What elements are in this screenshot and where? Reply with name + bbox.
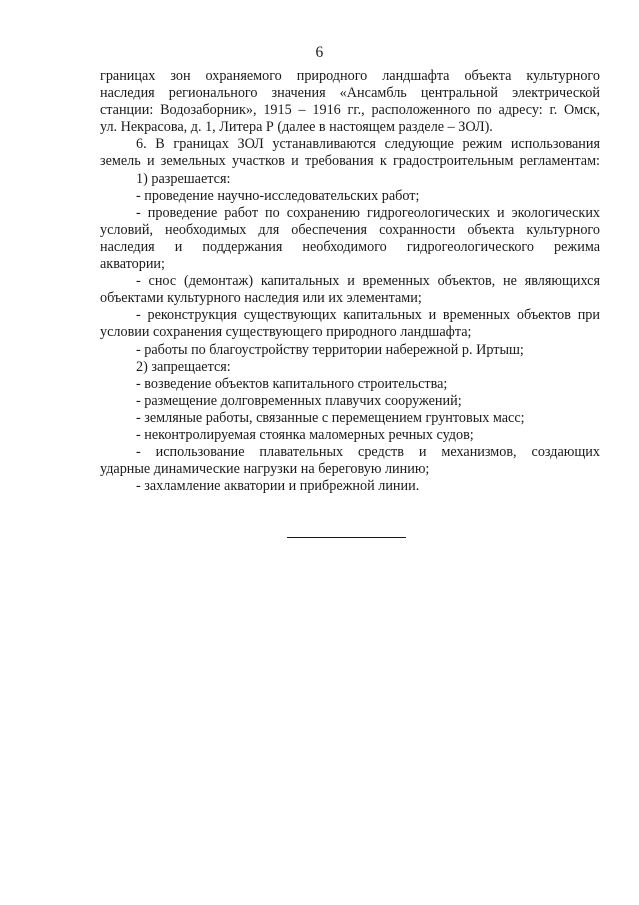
text-line: условий, необходимых для обеспечения сохранности объекта культурного xyxy=(100,221,600,238)
text-line: наследия и поддержания необходимого гидрогеологического режима xyxy=(100,238,600,255)
list-item: - проведение научно-исследовательских работ; xyxy=(136,187,420,204)
document-body xyxy=(100,68,600,495)
text-line: 6. В границах ЗОЛ устанавливаются следующие режим использования xyxy=(136,136,600,153)
text-line: акватории; xyxy=(100,256,165,273)
list-item: - неконтролируемая стоянка маломерных речных судов; xyxy=(136,426,474,443)
text-line: ул. Некрасова, д. 1, Литера Р (далее в настоящем разделе – ЗОЛ). xyxy=(100,119,493,136)
list-item: - снос (демонтаж) капитальных и временных объектов, не являющихся xyxy=(136,273,600,290)
text-line: условии сохранения существующего природного ландшафта; xyxy=(100,324,472,341)
text-line: объектами культурного наследия или их элементами; xyxy=(100,290,422,307)
text-line: станции: Водозаборник», 1915 – 1916 гг., расположенного по адресу: г. Омск, xyxy=(100,102,600,119)
text-line: земель и земельных участков и требования к градостроительным регламентам: xyxy=(100,153,600,170)
list-item: - земляные работы, связанные с перемещением грунтовых масс; xyxy=(136,409,525,426)
list-item: - возведение объектов капитального строительства; xyxy=(136,375,448,392)
list-item: - проведение работ по сохранению гидрогеологических и экологических xyxy=(136,204,600,221)
list-item: - работы по благоустройству территории набережной р. Иртыш; xyxy=(136,341,524,358)
list-heading: 1) разрешается: xyxy=(136,170,231,187)
text-line: наследия регионального значения «Ансамбль центральной электрической xyxy=(100,85,600,102)
list-item: - реконструкция существующих капитальных и временных объектов при xyxy=(136,307,600,324)
text-line: границах зон охраняемого природного ландшафта объекта культурного xyxy=(100,68,600,84)
list-item: - использование плавательных средств и механизмов, создающих xyxy=(136,444,600,461)
list-heading: 2) запрещается: xyxy=(136,358,231,375)
page-number: 6 xyxy=(315,44,324,61)
end-separator-line xyxy=(287,537,406,538)
text-line: ударные динамические нагрузки на береговую линию; xyxy=(100,461,430,478)
list-item: - захламление акватории и прибрежной линии. xyxy=(136,478,420,495)
list-item: - размещение долговременных плавучих сооружений; xyxy=(136,392,462,409)
